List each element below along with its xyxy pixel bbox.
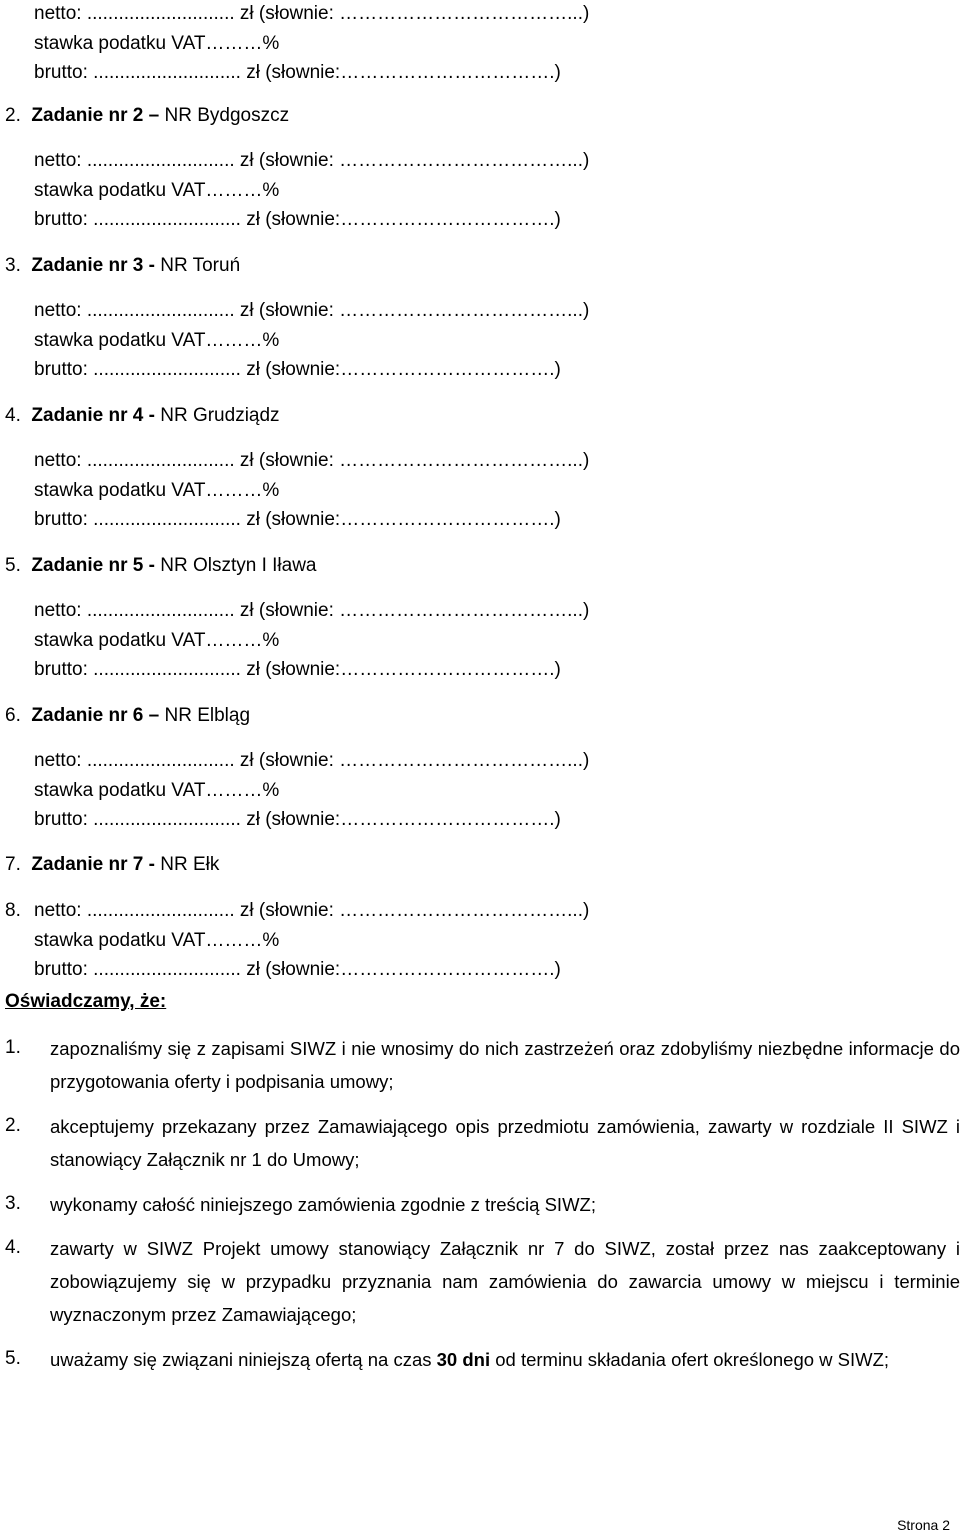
vat-line: stawka podatku VAT………% (34, 330, 280, 351)
declaration-number: 2. (5, 1115, 21, 1136)
task-number: 6. (5, 705, 21, 726)
vat-line: stawka podatku VAT………% (34, 780, 280, 801)
netto-line: netto: ............................ zł (słownie: ………………………………...) (34, 3, 590, 24)
page-footer: Strona 2 (897, 1517, 950, 1533)
task-title-location: NR Bydgoszcz (159, 105, 290, 126)
declaration-heading: Oświadczamy, że: (5, 991, 167, 1012)
declaration-number: 4. (5, 1237, 21, 1258)
task-heading (5, 104, 289, 128)
task-title-location: NR Toruń (154, 255, 241, 276)
task-number: 8. (5, 900, 21, 921)
task-number: 3. (5, 255, 21, 276)
declaration-text-end: od terminu składania ofert określonego w SIWZ; (490, 1349, 890, 1370)
task-heading (5, 254, 240, 278)
task-heading (5, 853, 219, 877)
netto-line: netto: ............................ zł (słownie: ………………………………...) (34, 450, 590, 471)
task-title-location: NR Ełk (154, 854, 220, 875)
task-title-bold: Zadanie nr 6 – (31, 705, 160, 726)
vat-line: stawka podatku VAT………% (34, 930, 280, 951)
task-title-bold: Zadanie nr 4 - (31, 405, 155, 426)
netto-line: netto: ............................ zł (słownie: ………………………………...) (34, 600, 590, 621)
netto-line: netto: ............................ zł (słownie: ………………………………...) (34, 300, 590, 321)
brutto-line: brutto: ............................ zł (słownie:…………………………….) (34, 959, 561, 980)
vat-line: stawka podatku VAT………% (34, 480, 280, 501)
declaration-text: wykonamy całość niniejszego zamówienia zgodnie z treścią SIWZ; (50, 1194, 596, 1215)
declaration-text: zawarty w SIWZ Projekt umowy stanowiący Załącznik nr 7 do SIWZ, został przez nas zaakceptowany i zobowiązujemy się w przypadku przyznania nam zamówienia do zawarcia umowy w miejscu i terminie wyznaczonym przez Zamawiającego; (50, 1238, 960, 1325)
task-number: 7. (5, 854, 21, 875)
task-title-bold: Zadanie nr 7 - (31, 854, 155, 875)
declaration-text: akceptujemy przekazany przez Zamawiającego opis przedmiotu zamówienia, zawarty w rozdziale II SIWZ i stanowiący Załącznik nr 1 do Umowy; (50, 1116, 960, 1170)
brutto-line: brutto: ............................ zł (słownie:…………………………….) (34, 359, 561, 380)
brutto-line: brutto: ............................ zł (słownie:…………………………….) (34, 659, 561, 680)
vat-line: stawka podatku VAT………% (34, 33, 280, 54)
task-title-location: NR Grudziądz (154, 405, 280, 426)
task-number: 5. (5, 555, 21, 576)
vat-line: stawka podatku VAT………% (34, 180, 280, 201)
task-number: 4. (5, 405, 21, 426)
task-number: 2. (5, 105, 21, 126)
task-title-bold: Zadanie nr 5 - (31, 555, 155, 576)
brutto-line: brutto: ............................ zł (słownie:…………………………….) (34, 809, 561, 830)
task-heading (5, 704, 250, 728)
declaration-text (50, 1343, 960, 1376)
declaration-number: 5. (5, 1348, 21, 1369)
task-heading (5, 554, 317, 578)
netto-line: netto: ............................ zł (słownie: ………………………………...) (34, 750, 590, 771)
brutto-line: brutto: ............................ zł (słownie:…………………………….) (34, 509, 561, 530)
task-title-bold: Zadanie nr 2 – (31, 105, 160, 126)
declaration-number: 1. (5, 1037, 21, 1058)
task-title-bold: Zadanie nr 3 - (31, 255, 155, 276)
declaration-text: zapoznaliśmy się z zapisami SIWZ i nie wnosimy do nich zastrzeżeń oraz zdobyliśmy niezbędne informacje do przygotowania oferty i podpisania umowy; (50, 1038, 960, 1092)
task-title-location: NR Olsztyn I Iława (154, 555, 317, 576)
netto-line: netto: ............................ zł (słownie: ………………………………...) (34, 150, 590, 171)
task-heading (5, 404, 280, 428)
declaration-text-start: uważamy się związani niniejszą ofertą na czas (50, 1349, 437, 1370)
brutto-line: brutto: ............................ zł (słownie:…………………………….) (34, 62, 561, 83)
task-title-location: NR Elbląg (159, 705, 251, 726)
vat-line: stawka podatku VAT………% (34, 630, 280, 651)
declaration-number: 3. (5, 1193, 21, 1214)
brutto-line: brutto: ............................ zł (słownie:…………………………….) (34, 209, 561, 230)
netto-line: netto: ............................ zł (słownie: ………………………………...) (34, 900, 590, 921)
declaration-duration: 30 dni (436, 1349, 491, 1370)
